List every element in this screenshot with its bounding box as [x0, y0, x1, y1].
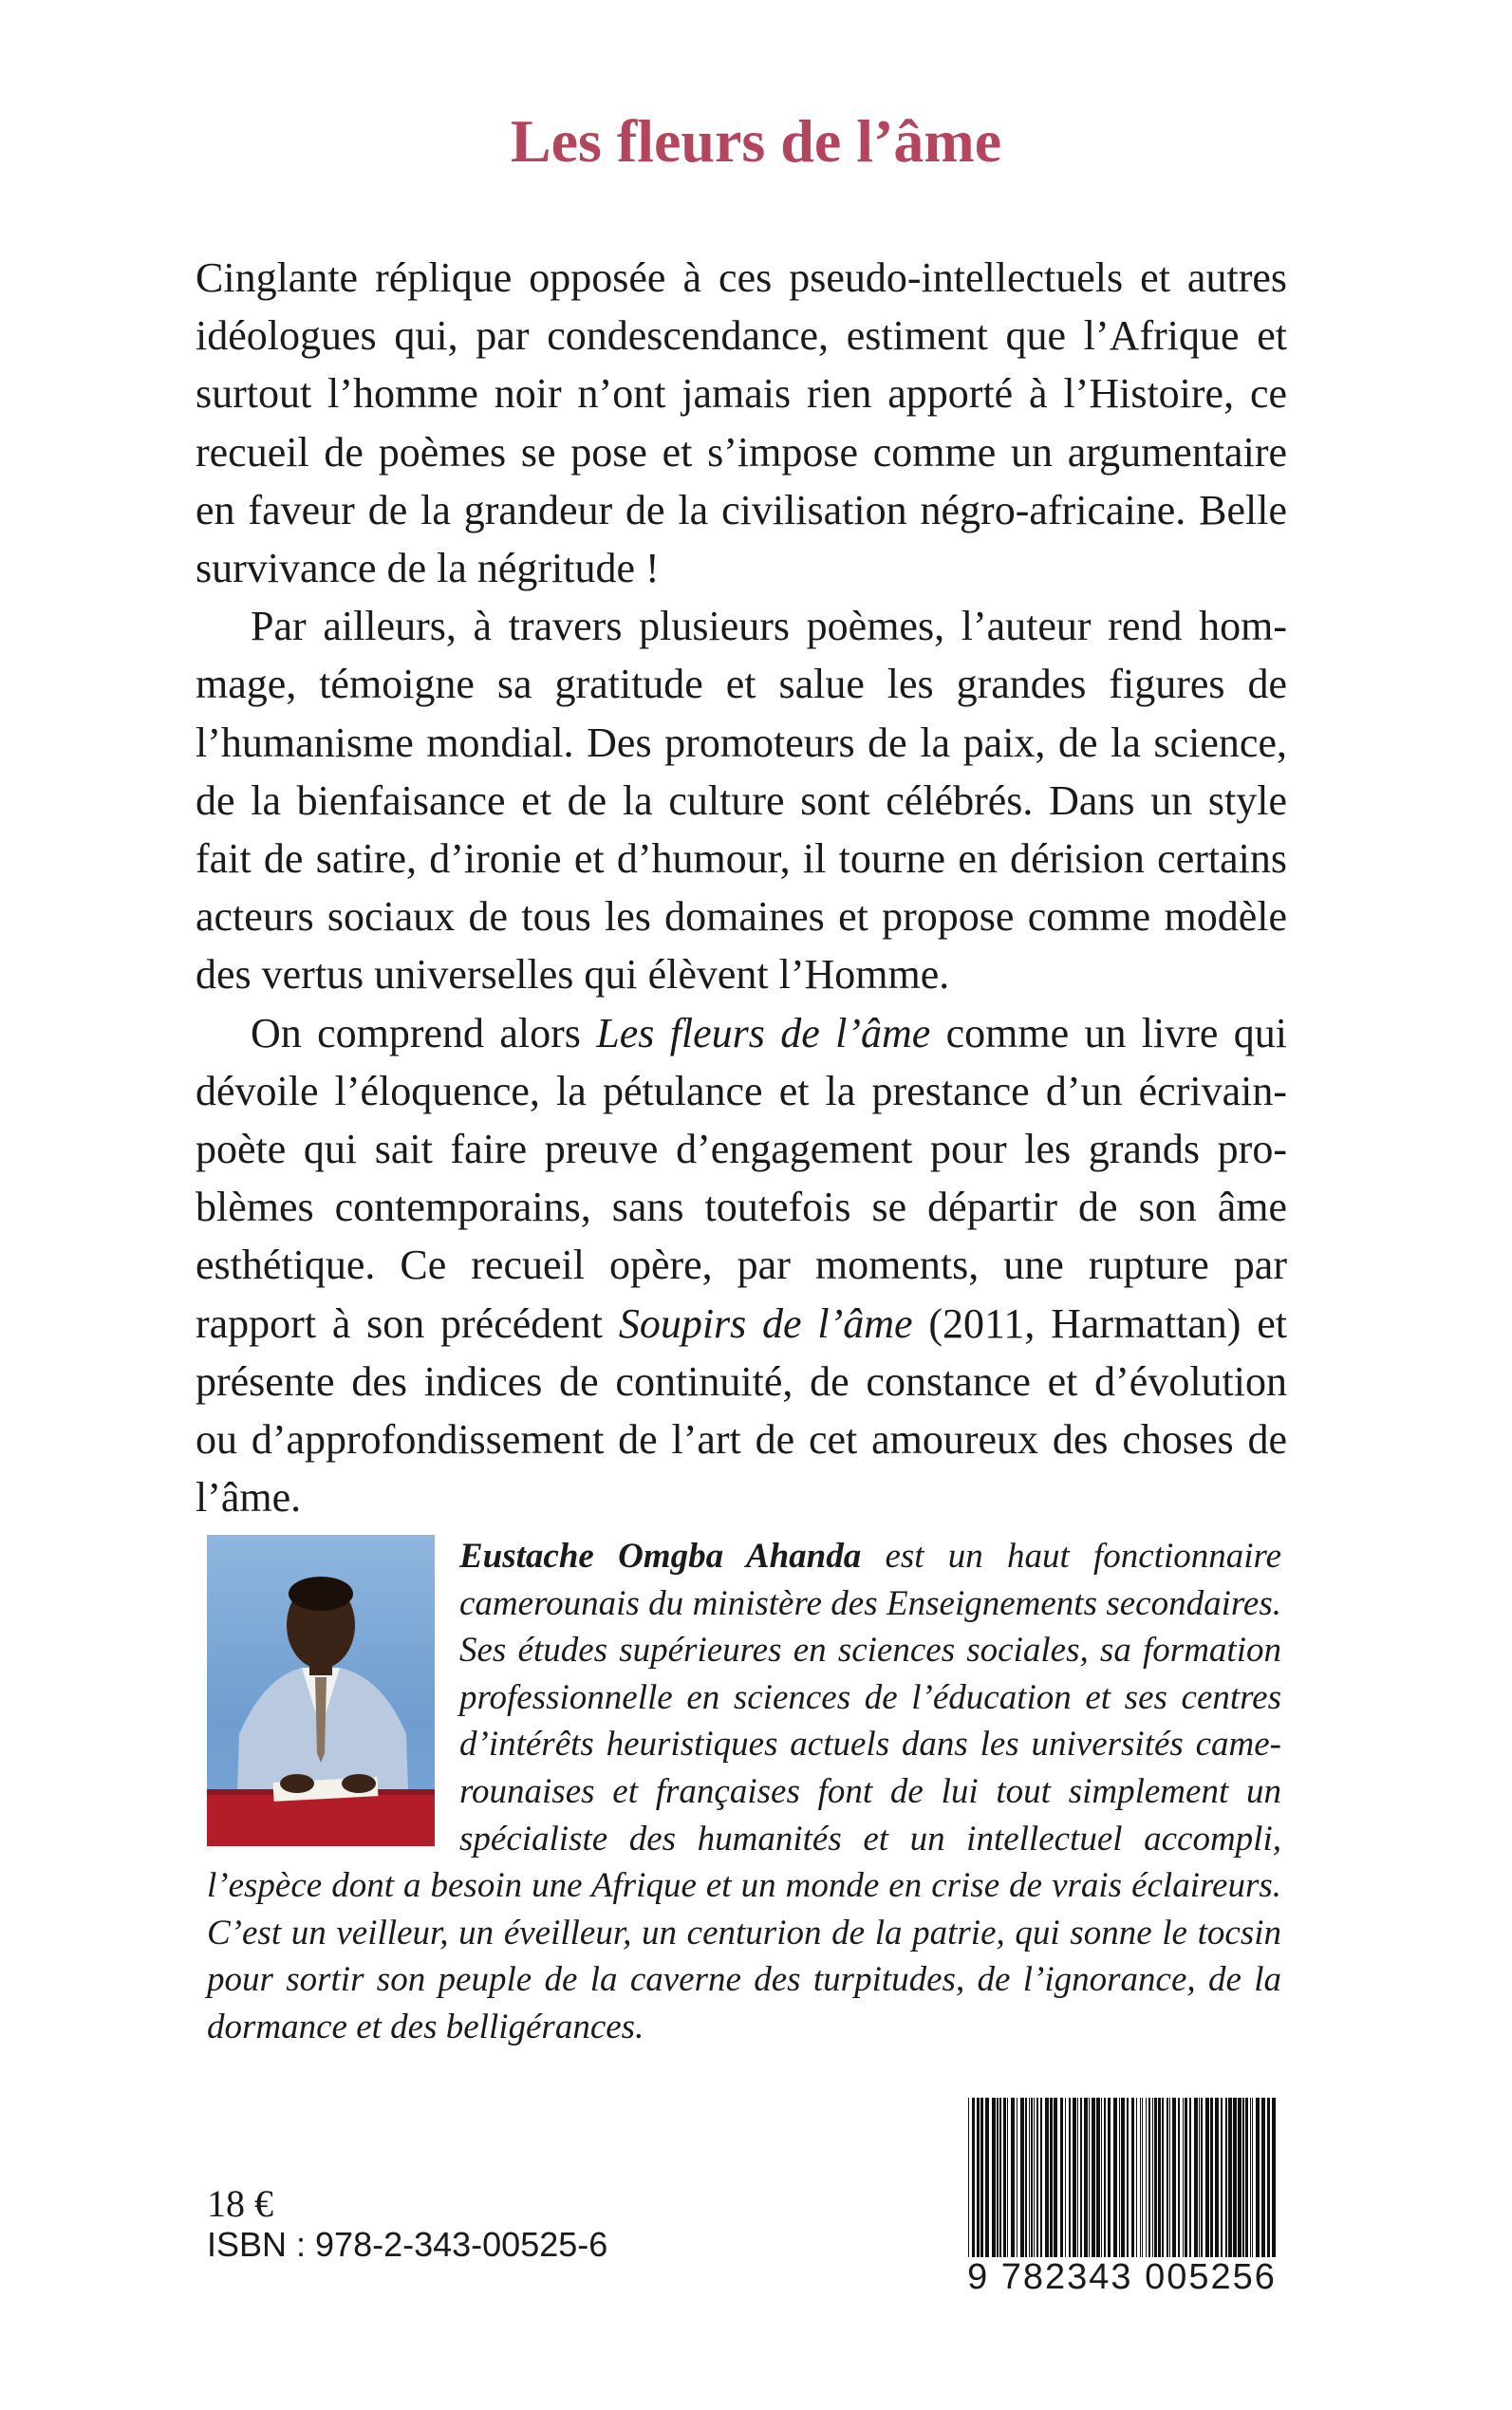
barcode-bar: [1080, 2098, 1082, 2257]
barcode-bar: [1178, 2098, 1180, 2257]
isbn: ISBN : 978-2-343-00525-6: [207, 2225, 608, 2264]
barcode-bar: [1089, 2098, 1090, 2257]
barcode-bar: [1025, 2098, 1027, 2257]
barcode-bar: [1140, 2098, 1141, 2257]
barcode-bar: [997, 2098, 999, 2257]
barcode-bar: [1228, 2098, 1232, 2257]
barcode-bar: [1113, 2098, 1117, 2280]
barcode-bar: [1221, 2098, 1223, 2257]
blurb-p3-part-b: comme un livre qui dévoile l’éloquence, la pétulance et la prestance d’un écrivain-poète qui sait faire preuve d’engagement pour les grands problèmes contemporains, sans toutefois se départir de son âme esthétique. Ce recueil opère, par moments, une rupture par rapport à son précédent: [196, 1009, 1287, 1347]
barcode-bar: [1011, 2098, 1015, 2257]
blurb-paragraph-3: [196, 1004, 1287, 1527]
barcode-bar: [1101, 2098, 1102, 2257]
blurb-p3-previous-book: Soupirs de l’âme: [618, 1299, 913, 1347]
barcode-bar: [1167, 2098, 1168, 2257]
barcode-bar: [1020, 2098, 1024, 2257]
barcode-bar: [1031, 2098, 1033, 2257]
barcode-bar: [1065, 2098, 1066, 2257]
barcode-bar: [1127, 2098, 1129, 2257]
barcode-bar: [1225, 2098, 1227, 2257]
barcode-bar: [1045, 2098, 1049, 2257]
barcode-bar: [1069, 2098, 1071, 2257]
blurb-paragraph-1: Cinglante réplique opposée à ces pseudo-intellectuels et autres idéologues qui, par condescendance, estiment que l’Afrique et surtout l’homme noir n’ont jamais rien apporté à l’Histoire, ce recueil de poèmes se pose et s’impose comme un argumentaire en faveur de la grandeur de la civilisation négro-africaine. Belle survivance de la négritude !: [196, 254, 1287, 592]
barcode-bar: [1104, 2098, 1106, 2257]
barcode-bar: [1142, 2098, 1143, 2257]
barcode-bar: [1050, 2098, 1053, 2257]
barcode-bar: [1158, 2098, 1161, 2257]
barcode-bar: [1148, 2098, 1150, 2257]
barcode-bar: [1201, 2098, 1203, 2257]
author-name: Eustache Omgba Ahanda: [459, 1537, 862, 1576]
barcode-bar: [1108, 2098, 1111, 2257]
barcode-bar: [1238, 2098, 1241, 2257]
barcode-bar: [1189, 2098, 1191, 2257]
barcode-bar: [968, 2098, 969, 2280]
barcode-bar: [999, 2098, 1001, 2257]
barcode-bar: [1054, 2098, 1057, 2257]
barcode-bar: [1040, 2098, 1042, 2257]
barcode-bar: [1092, 2098, 1095, 2257]
barcode-bar: [1034, 2098, 1035, 2257]
barcode-bar: [1210, 2098, 1213, 2257]
barcode-bar: [1205, 2098, 1209, 2257]
barcode-bar: [1169, 2098, 1170, 2257]
author-photo-image: [207, 1535, 435, 1846]
barcode-bar: [980, 2098, 983, 2257]
barcode-bar: [1242, 2098, 1244, 2257]
barcode-bar: [1185, 2098, 1187, 2257]
blurb-p3-part-c: (2011, Harmattan) et présente des indices de continuité, de constance et d’évolution ou d’approfondissement de l’art de cet amoureux des choses de l’âme.: [196, 1299, 1287, 1522]
price: 18 €: [207, 2182, 273, 2225]
barcode-bar: [1029, 2098, 1030, 2257]
barcode-bar: [1152, 2098, 1153, 2257]
barcode-bar: [1250, 2098, 1251, 2257]
author-bio-body: est un haut fonctionnaire camerounais du ministère des Enseignements secondaires. Ses études supérieures en sciences sociales, sa formation professionnelle en sciences de l’éducation et ses centres d’intérêts heuristiques actuels dans les universités camerounaises et françaises font de lui tout simplement un spécialiste des humanités et un intellectuel accompli, l’espèce dont a besoin une Afrique et un monde en crise de vrais éclaireurs. C’est un veilleur, un éveilleur, un centurion de la patrie, qui sonne le tocsin pour sortir son peuple de la caverne des turpitudes, de l’ignorance, de la dormance et des belligérances.: [207, 1537, 1282, 2046]
barcode-bar: [1146, 2098, 1147, 2257]
barcode-bar: [972, 2098, 975, 2280]
barcode-bar: [1233, 2098, 1237, 2257]
barcode-bar: [1199, 2098, 1200, 2257]
barcode-bar: [1267, 2098, 1270, 2280]
author-photo: [207, 1535, 435, 1846]
barcode-bar: [1194, 2098, 1198, 2257]
barcode-bar: [1036, 2098, 1038, 2257]
barcode-bar: [1073, 2098, 1076, 2257]
barcode-bar: [1261, 2098, 1265, 2257]
barcode-bar: [1096, 2098, 1100, 2257]
barcode-bar: [1245, 2098, 1248, 2257]
barcode-bar: [1154, 2098, 1157, 2257]
blurb-p3-part-a: On comprend alors: [251, 1009, 597, 1056]
barcode-bar: [1131, 2098, 1134, 2257]
barcode-bar: [1272, 2098, 1276, 2280]
barcode-bar: [1060, 2098, 1063, 2257]
barcode-digits: 9 782343 005256: [961, 2257, 1283, 2298]
barcode-bar: [1162, 2098, 1164, 2257]
barcode-bar: [1119, 2098, 1120, 2280]
barcode-bar: [1007, 2098, 1008, 2257]
barcode-bar: [1183, 2098, 1184, 2257]
barcode-bar: [985, 2098, 989, 2257]
barcode-bar: [1215, 2098, 1219, 2257]
barcode-bar: [1136, 2098, 1137, 2257]
barcode-bar: [992, 2098, 996, 2257]
blurb-paragraph-2: Par ailleurs, à travers plusieurs poèmes, l’auteur rend hommage, témoigne sa gratitude et salue les grandes figures de l’humanisme mondial. Des promoteurs de la paix, de la science, de la bienfaisance et de la culture sont célébrés. Dans un style fait de satire, d’ironie et d’humour, il tourne en dérision certains acteurs sociaux de tous les domaines et propose comme modèle des vertus universelles qui élèvent l’Homme.: [196, 603, 1287, 999]
barcode-bar: [1172, 2098, 1176, 2257]
barcode-bar: [1077, 2098, 1078, 2257]
barcode-bar: [1121, 2098, 1125, 2280]
barcode-bar: [1084, 2098, 1088, 2257]
barcode-bar: [1252, 2098, 1253, 2257]
barcode-bar: [1256, 2098, 1260, 2257]
barcode-bar: [977, 2098, 980, 2280]
barcode-bar: [1003, 2098, 1006, 2257]
blurb-text: [196, 249, 1287, 1526]
book-title: Les fleurs de l’âme: [510, 107, 1002, 175]
blurb-p3-book-title: Les fleurs de l’âme: [596, 1009, 931, 1056]
